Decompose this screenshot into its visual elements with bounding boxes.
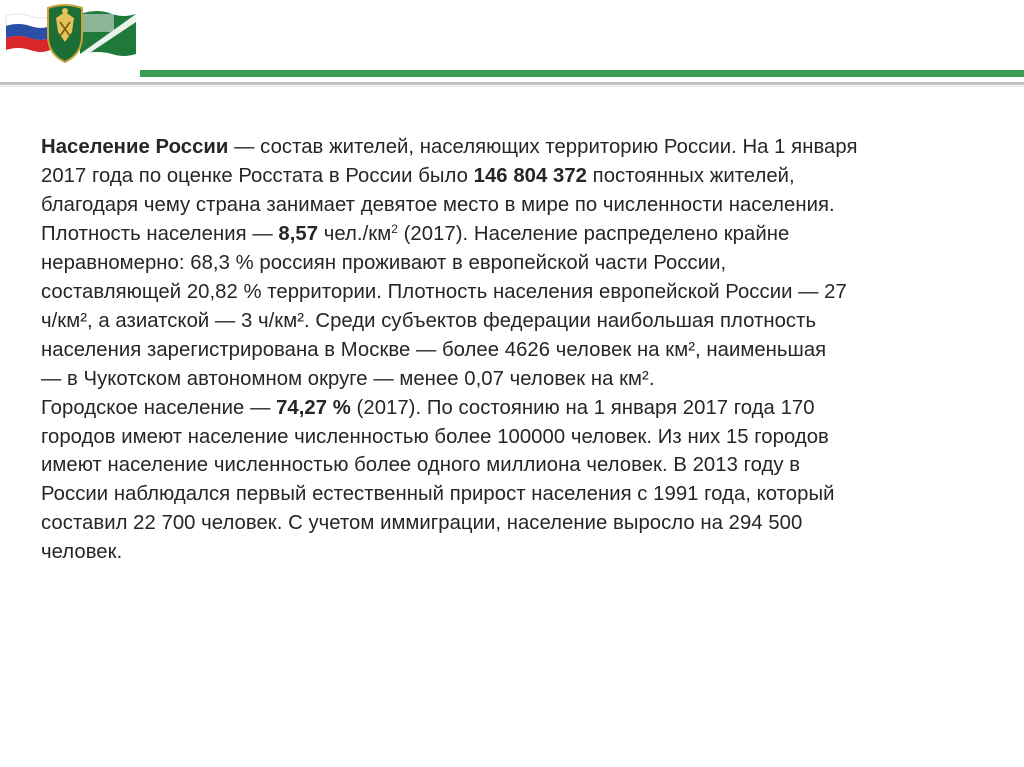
text-line: человек. — [41, 541, 123, 564]
text-line: Городское население — 74,27 % (2017). По состоянию на 1 января 2017 года 170 — [41, 396, 815, 419]
eagle-emblem-icon — [48, 5, 82, 62]
header-divider — [0, 82, 1024, 85]
russian-flag-icon — [6, 14, 50, 52]
text-line: имеют население численностью более одного миллиона человек. В 2013 году в — [41, 454, 801, 477]
population-count: 146 804 372 — [473, 164, 587, 187]
text-line: 2017 года по оценке Росстата в России было 146 804 372 постоянных жителей, — [41, 164, 795, 187]
text-line: России наблюдался первый естественный прирост населения с 1991 года, который — [41, 483, 835, 506]
text-line: составляющей 20,82 % территории. Плотность населения европейской России — 27 — [41, 280, 847, 303]
customs-flag-icon — [80, 11, 136, 56]
text-line: составил 22 700 человек. С учетом иммиграции, население выросло на 294 500 — [41, 512, 803, 535]
text-line: Плотность населения — 8,57 $чел./км^2$ (2017). Население распределено крайне — [41, 221, 790, 245]
urban-population-value: 74,27 % — [276, 396, 351, 419]
text-line: благодаря чему страна занимает девятое место в мире по численности населения. — [41, 193, 835, 216]
text-line: неравномерно: 68,3 % россиян проживают в европейской части России, — [41, 251, 727, 274]
text-line: — в Чукотском автономном округе — менее 0,07 человек на км². — [41, 367, 655, 390]
population-density-value: 8,57 — [278, 222, 319, 245]
header-divider-thin — [0, 86, 1024, 87]
term-population-russia: Население России — [41, 136, 229, 158]
text-line: Население России — состав жителей, населяющих территорию России. На 1 января — [41, 136, 858, 158]
emblem-flags-icon — [2, 2, 140, 66]
text-line: городов имеют население численностью более 100000 человек. Из них 15 городов — [41, 425, 829, 448]
header-accent-bar — [140, 70, 1024, 77]
body-text — [41, 133, 981, 567]
text-line: населения зарегистрирована в Москве — более 4626 человек на км², наименьшая — [41, 338, 827, 361]
text-line: ч/км², а азиатской — 3 ч/км². Среди субъектов федерации наибольшая плотность — [41, 309, 817, 332]
